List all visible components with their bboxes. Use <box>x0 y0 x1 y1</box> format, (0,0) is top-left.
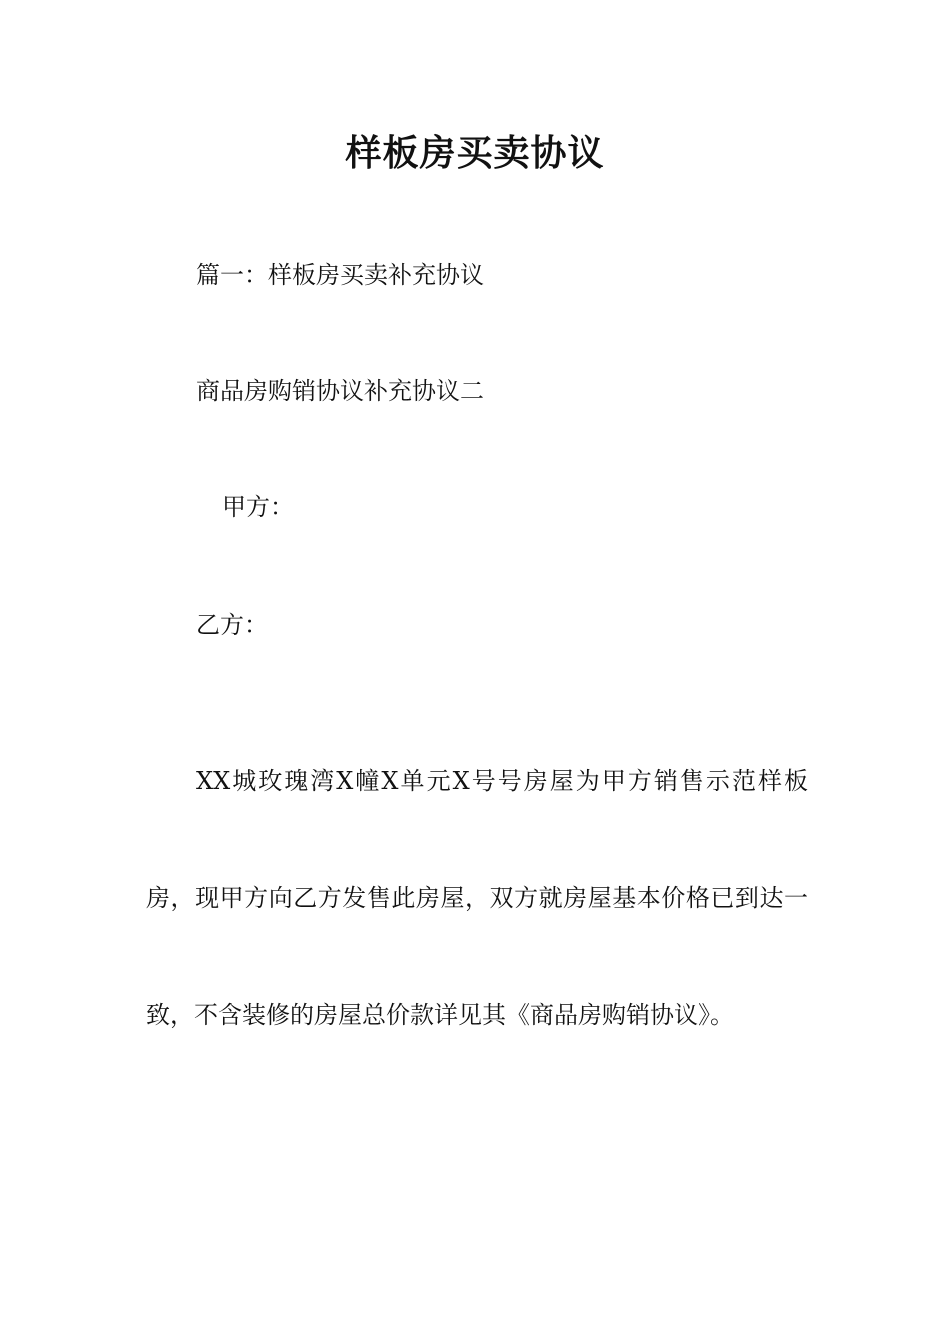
agreement-heading: 商品房购销协议补充协议二 <box>196 377 484 405</box>
section-subtitle: 篇一：样板房买卖补充协议 <box>196 261 484 289</box>
party-b-label: 乙方： <box>196 611 268 639</box>
party-a-label: 甲方： <box>222 493 294 521</box>
document-title: 样板房买卖协议 <box>345 132 605 174</box>
body-paragraph: XX城玫瑰湾X幢X单元X号号房屋为甲方销售示范样板房，现甲方向乙方发售此房屋，双方就房屋基本价格已到达一致，不含装修的房屋总价款详见其《商品房购销协议》。 <box>146 767 808 1029</box>
